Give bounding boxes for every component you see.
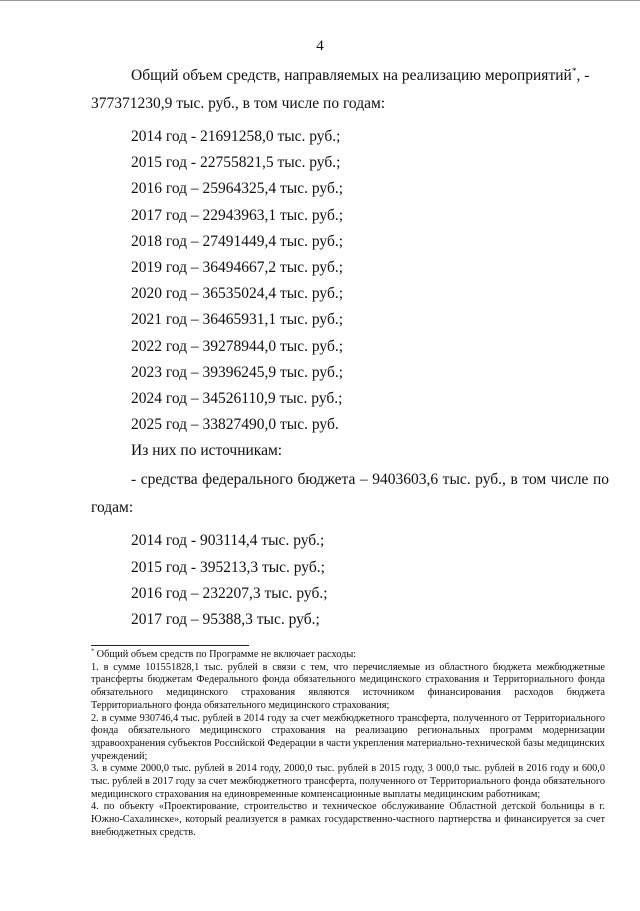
footnote-item: 2. в сумме 930746,4 тыс. рублей в 2014 году за счет межбюджетного трансферта, полученного от Территориального фонда обязательного медицинского страхования на реализацию региональных программ модернизации здравоохранения субъектов Российской Федерации в части укрепления материально-технической базы медицинских учреждений; [91, 712, 605, 762]
year-total-item: 2014 год - 21691258,0 тыс. руб.; [131, 128, 341, 145]
year-total-item: 2015 год - 22755821,5 тыс. руб.; [131, 154, 341, 172]
year-total-item: 2019 год – 36494667,2 тыс. руб.; [131, 258, 344, 276]
footnote-item: 1. в сумме 101551828,1 тыс. рублей в связи с тем, что перечисляемые из областного бюджета межбюджетные трансферты бюджетам Федерального фонда обязательного медицинского страхования и Территориального фонда обязательного медицинского страхования являются источником финансирования расходов бюджета Территориального фонда обязательного медицинского страхования; [91, 661, 605, 711]
scan-edge-line [0, 0, 640, 1]
year-federal-item: 2017 год – 95388,3 тыс. руб.; [131, 611, 320, 628]
intro-line1: Общий объем средств, направляемых на реализацию мероприятий [131, 67, 572, 84]
intro-line2: 377371230,9 тыс. руб., в том числе по годам: [91, 95, 386, 112]
footnote-item: 4. по объекту «Проектирование, строительство и техническое обслуживание Областной детской больницы в г. Южно-Сахалинске», который реализуется в рамках государственно-частного партнерства и финансируется за счет внебюджетных средств. [91, 801, 605, 838]
year-total-item: 2022 год – 39278944,0 тыс. руб.; [131, 337, 344, 355]
year-total-item: 2023 год – 39396245,9 тыс. руб.; [131, 363, 344, 381]
year-total-item: 2018 год – 27491449,4 тыс. руб.; [131, 232, 344, 250]
footnotes [91, 649, 605, 840]
footnote-separator [91, 645, 249, 646]
year-total-item: 2016 год – 25964325,4 тыс. руб.; [131, 180, 344, 198]
footnote-title [91, 649, 605, 662]
year-federal-item: 2014 год - 903114,4 тыс. руб.; [131, 532, 325, 550]
year-total-item: 2020 год – 36535024,4 тыс. руб.; [131, 285, 344, 303]
year-total-item: 2017 год – 22943963,1 тыс. руб.; [131, 206, 344, 224]
federal-budget-paragraph: - средства федерального бюджета – 9403603,6 тыс. руб., в том числе по годам: [91, 471, 609, 517]
footnote-title-text: Общий объем средств по Программе не включает расходы: [94, 649, 357, 660]
footnote-title-mark: * [91, 647, 95, 655]
year-total-item: 2025 год – 33827490,0 тыс. руб. [131, 416, 339, 434]
year-federal-item: 2015 год - 395213,3 тыс. руб.; [131, 558, 325, 576]
footnote-mark: * [571, 66, 577, 77]
federal-by-year-list [91, 528, 609, 633]
footnote-item: 3. в сумме 2000,0 тыс. рублей в 2014 году, 2000,0 тыс. рублей в 2015 году, 3 000,0 тыс. рублей в 2016 году и 600,0 тыс. рублей в 2017 году за счет межбюджетного трансферта, полученного от Территориального фонда обязательного медицинского страхования на единовременные компенсационные выплаты медицинским работникам; [91, 763, 605, 800]
document-body [91, 62, 609, 633]
year-total-item: 2024 год – 34526110,9 тыс. руб.; [131, 389, 343, 407]
page-number: 4 [316, 38, 324, 54]
sources-heading: Из них по источникам: [131, 442, 283, 460]
year-total-item: 2021 год – 36465931,1 тыс. руб.; [131, 311, 344, 329]
total-funding-paragraph [91, 62, 609, 118]
year-federal-item: 2016 год – 232207,3 тыс. руб.; [131, 584, 328, 602]
total-by-year-list [91, 124, 609, 438]
intro-line1-end: , - [576, 67, 590, 84]
